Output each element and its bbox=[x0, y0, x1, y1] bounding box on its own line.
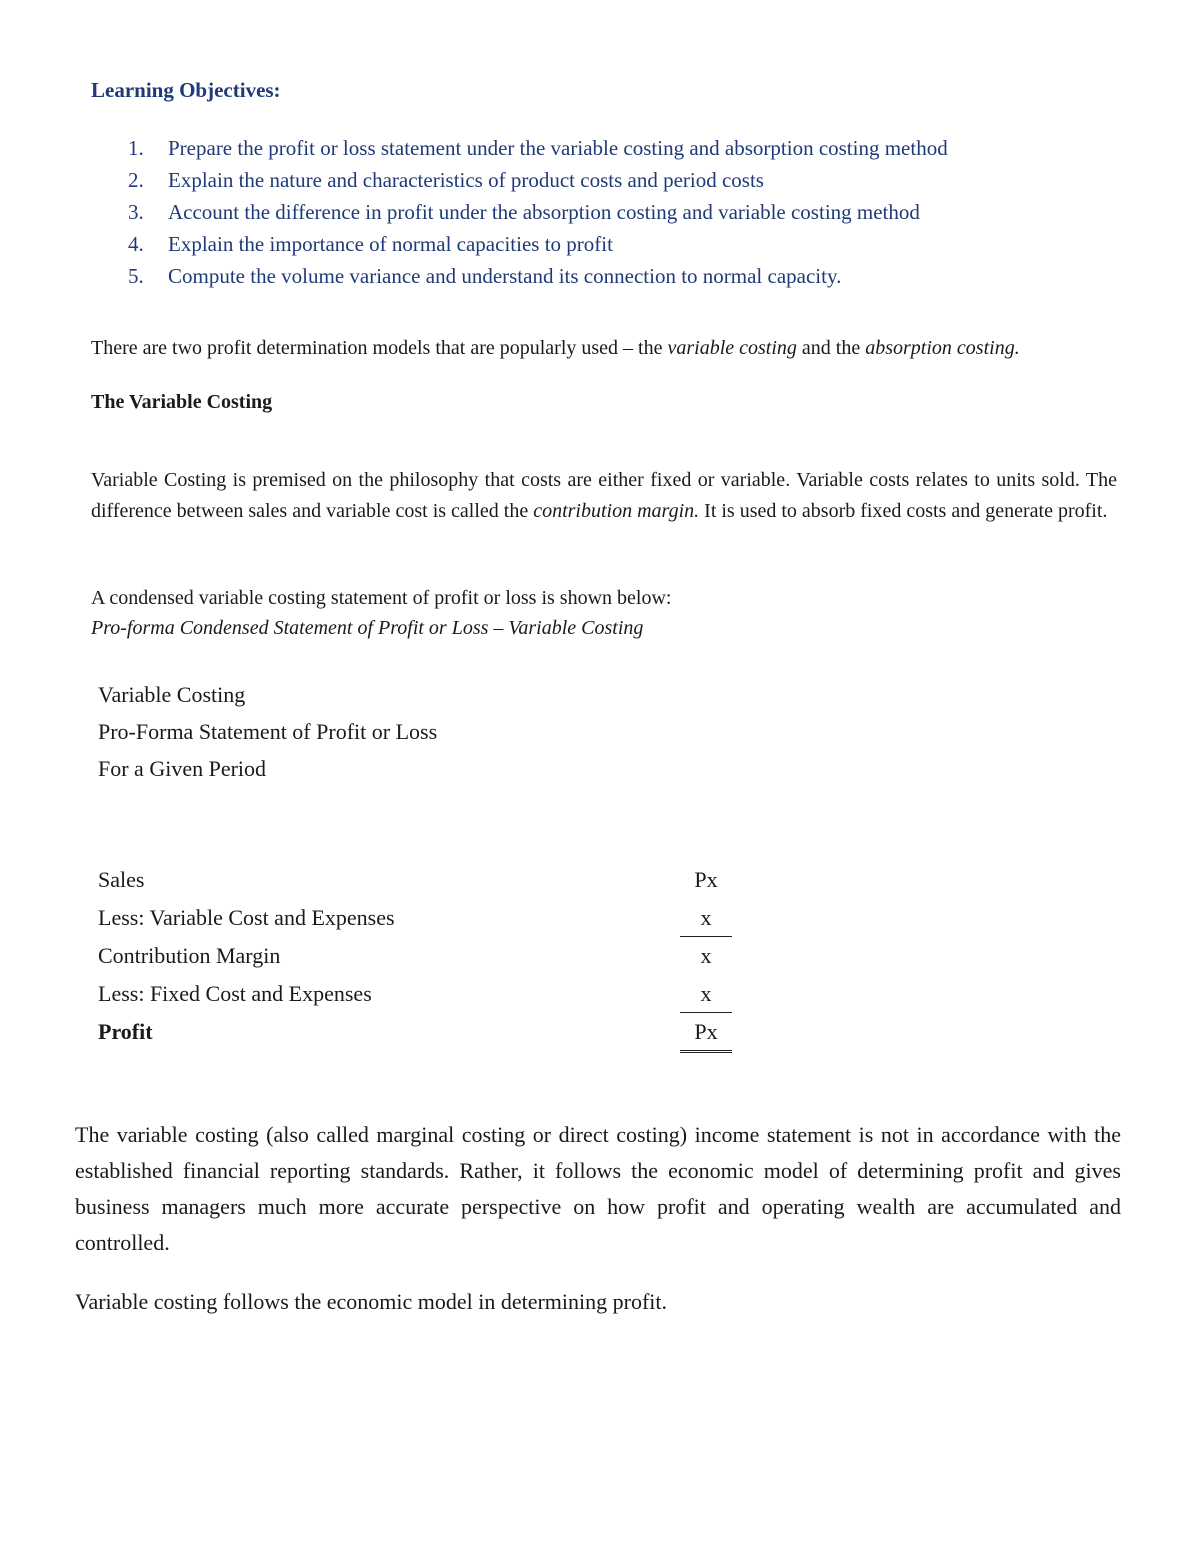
intro-term-variable-costing: variable costing bbox=[667, 337, 797, 359]
row-amount: Px bbox=[680, 1014, 732, 1053]
variable-costing-paragraph bbox=[91, 465, 1117, 527]
statement-row-contribution-margin bbox=[98, 938, 738, 976]
statement-row-variable-cost bbox=[98, 900, 738, 938]
row-amount: x bbox=[700, 943, 712, 968]
row-label: Less: Fixed Cost and Expenses bbox=[98, 981, 372, 1006]
objective-number: 3. bbox=[128, 200, 144, 224]
condensed-intro: A condensed variable costing statement of profit or loss is shown below: bbox=[91, 587, 672, 609]
statement-header-line: For a Given Period bbox=[98, 756, 267, 781]
objective-number: 5. bbox=[128, 264, 144, 288]
statement-caption: Pro-forma Condensed Statement of Profit or Loss – Variable Costing bbox=[91, 617, 644, 639]
objective-number: 1. bbox=[128, 136, 144, 160]
statement-row-sales bbox=[98, 862, 738, 900]
statement-row-profit bbox=[98, 1014, 738, 1052]
vc-term-contribution-margin: contribution margin. bbox=[533, 500, 700, 522]
statement-header bbox=[98, 676, 437, 787]
objective-item bbox=[128, 196, 948, 228]
marginal-costing-paragraph: The variable costing (also called marginal costing or direct costing) income statement is not in accordance with the established financial reporting standards. Rather, it follows the economic model of determining profit and gives business managers much more accurate perspective on how profit and operating wealth are accumulated and controlled. bbox=[75, 1122, 1121, 1255]
row-amount: x bbox=[680, 900, 732, 937]
row-label: Profit bbox=[98, 1019, 153, 1044]
objective-text: Prepare the profit or loss statement under the variable costing and absorption costing method bbox=[168, 136, 948, 160]
objective-text: Explain the nature and characteristics of product costs and period costs bbox=[168, 168, 764, 192]
statement-header-line: Pro-Forma Statement of Profit or Loss bbox=[98, 719, 438, 744]
row-label: Sales bbox=[98, 867, 145, 892]
learning-objectives-list bbox=[128, 132, 948, 292]
objective-item bbox=[128, 132, 948, 164]
profit-loss-statement bbox=[98, 862, 738, 1052]
row-amount: x bbox=[680, 976, 732, 1013]
row-label: Less: Variable Cost and Expenses bbox=[98, 905, 395, 930]
intro-term-absorption-costing: absorption costing. bbox=[865, 337, 1020, 359]
objective-text: Account the difference in profit under the absorption costing and variable costing method bbox=[168, 200, 920, 224]
vc-text-2: It is used to absorb fixed costs and generate profit. bbox=[699, 500, 1108, 522]
section-heading-variable-costing: The Variable Costing bbox=[91, 391, 273, 413]
vc-text-1: Variable Costing is premised on the philosophy that costs are either fixed or variable. Variable costs relates to units sold. The difference between sales and variable cost is called the bbox=[91, 469, 1117, 522]
statement-row-fixed-cost bbox=[98, 976, 738, 1014]
intro-paragraph bbox=[91, 333, 1117, 364]
objective-number: 4. bbox=[128, 232, 144, 256]
row-label: Contribution Margin bbox=[98, 943, 281, 968]
row-amount: Px bbox=[694, 867, 718, 892]
objective-item bbox=[128, 228, 948, 260]
objective-item bbox=[128, 260, 948, 292]
learning-objectives-heading: Learning Objectives: bbox=[91, 78, 281, 102]
objective-text: Compute the volume variance and understand its connection to normal capacity. bbox=[168, 264, 842, 288]
statement-header-line: Variable Costing bbox=[98, 682, 246, 707]
objective-number: 2. bbox=[128, 168, 144, 192]
objective-text: Explain the importance of normal capacities to profit bbox=[168, 232, 613, 256]
objective-item bbox=[128, 164, 948, 196]
intro-text-1: There are two profit determination models that are popularly used – the bbox=[91, 337, 668, 359]
intro-text-2: and the bbox=[796, 337, 866, 359]
final-sentence: Variable costing follows the economic model in determining profit. bbox=[75, 1289, 668, 1314]
